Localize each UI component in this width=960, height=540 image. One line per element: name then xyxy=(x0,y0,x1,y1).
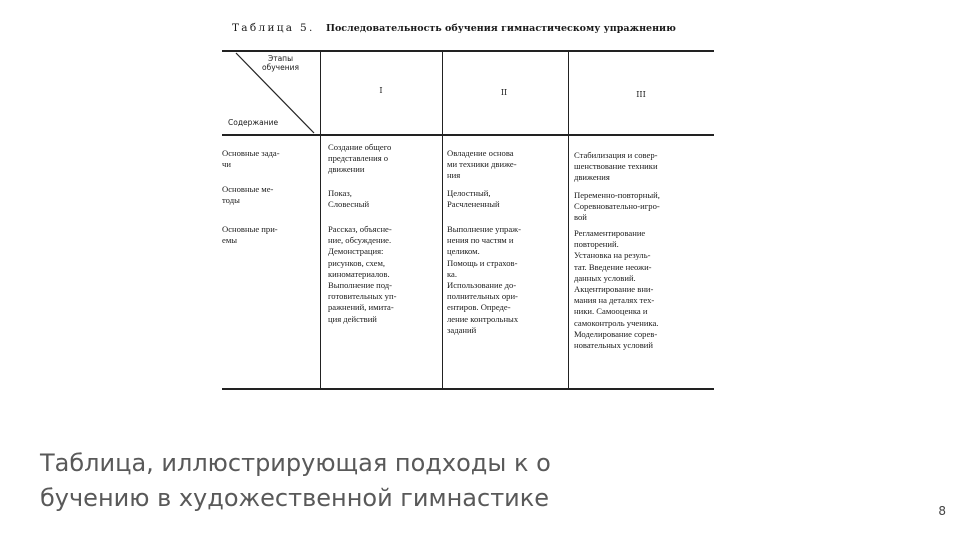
stage-1-methods: Показ, Словесный xyxy=(328,188,370,210)
stage-3-methods: Переменно-повторный, Соревновательно-игро- вой xyxy=(574,190,660,223)
scanned-table-image xyxy=(218,18,720,398)
row-label-tasks: Основные зада- чи xyxy=(222,148,280,170)
stage-header-3: III xyxy=(636,90,646,99)
table-number: Таблица 5. xyxy=(232,22,315,34)
row-label-methods: Основные ме- тоды xyxy=(222,184,274,206)
header-content-label: Содержание xyxy=(228,118,279,127)
table-title: Последовательность обучения гимнастическому упражнению xyxy=(325,23,676,34)
column-divider-1 xyxy=(320,51,321,389)
row-label-techniques: Основные при- емы xyxy=(222,224,278,246)
column-divider-3 xyxy=(568,51,569,389)
bottom-rule xyxy=(222,388,714,390)
stage-2-tasks: Овладение основа ми техники движе- ния xyxy=(447,148,517,181)
header-stages-label: Этапы обучения xyxy=(262,54,299,72)
column-divider-2 xyxy=(442,51,443,389)
slide-caption: Таблица, иллюстрирующая подходы к о бучению в художественной гимнастике xyxy=(40,449,551,512)
stage-header-1: I xyxy=(379,86,383,95)
stage-1-techniques: Рассказ, объясне- ние, обсуждение. Демонстрация: рисунков, схем, киноматериалов. Выполнение под- готовительных уп- ражнений, имита- ция действий xyxy=(328,224,397,324)
table-caption xyxy=(232,22,712,36)
page-number: 8 xyxy=(938,504,946,518)
stage-2-techniques: Выполнение упраж- нения по частям и целиком. Помощь и страхов- ка. Использование до- полнительных ори- ентиров. Опреде- ление контрольных заданий xyxy=(447,224,521,335)
stage-3-tasks: Стабилизация и совер- шенствование техники движения xyxy=(574,150,658,183)
stage-2-methods: Целостный, Расчлененный xyxy=(447,188,500,210)
stage-1-tasks: Создание общего представления о движении xyxy=(328,142,392,175)
stage-3-techniques: Регламентирование повторений. Установка на резуль- тат. Введение неожи- данных условий. Акцентирование вни- мания на деталях тех- ники. Самооценка и самоконтроль ученика. Моделирование сорев- новательных условий xyxy=(574,228,659,351)
stage-header-2: II xyxy=(500,88,508,97)
